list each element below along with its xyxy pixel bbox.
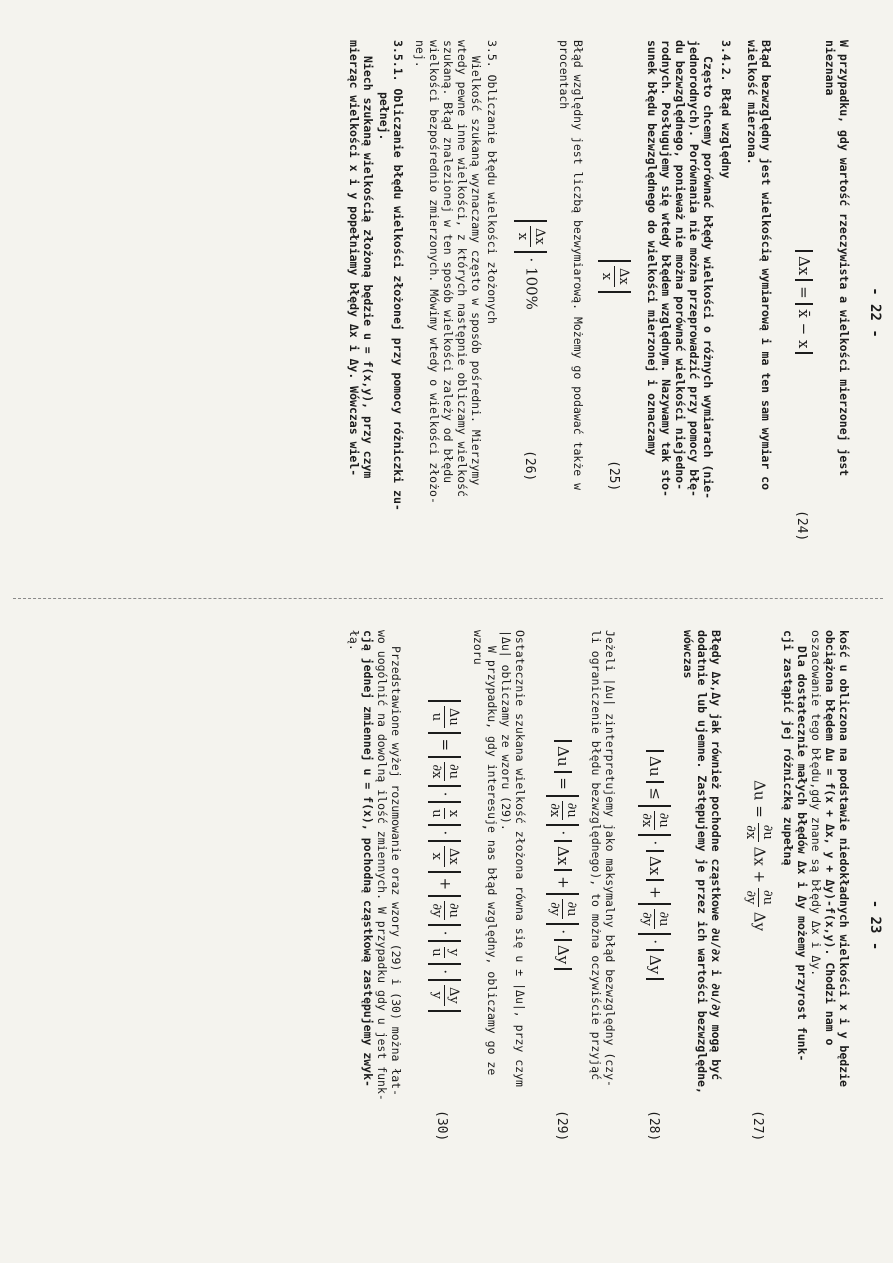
text-line: Ostatecznie szukana wielkość złożona równa się u ± |Δu|, przy czym — [513, 630, 527, 1087]
section-heading: 3.4.2. Błąd względny — [719, 40, 733, 179]
equation-number: (25) — [606, 460, 621, 492]
text-line: wzoru — [471, 630, 485, 665]
text-line: Często chcemy porównać błędy wielkości o różnych wymiarach (nie- — [701, 56, 715, 500]
text-line: wówczas — [681, 630, 695, 679]
text-line: Błąd bezwzględny jest wielkością wymiarową i ma ten sam wymiar co — [759, 40, 773, 491]
text-line: |Δu| obliczamy ze wzoru (29). — [499, 630, 513, 831]
equation-24: Δx = x̄ − x — [795, 250, 813, 354]
text-line: jednorodnych). Porównania nie można przeprowadzić przy pomocy błę- — [687, 40, 701, 497]
section-heading: 3.5.1. Obliczanie błędu wielkości złożonej przy pomocy różniczki zu- — [391, 40, 405, 511]
equation-number: (28) — [646, 1110, 661, 1142]
text-line: Błędy Δx,Δy jak również pochodne cząstkowe ∂u/∂x i ∂u/∂y mogą być — [709, 630, 723, 1081]
text-line: oszacowanie tego błędu,gdy znane są błędy Δx i Δy. — [809, 630, 823, 977]
text-line: obciążona błędem Δu = f(x + Δx, y + Δy)-f(x,y). Chodzi nam o — [823, 630, 837, 1046]
equation-number: (27) — [750, 1110, 765, 1142]
text-line: szukaną. Błąd znalezionej w ten sposób wielkości zależy od błędu — [441, 40, 455, 484]
text-line: cji zastąpić jej różniczką zupełną — [781, 630, 795, 866]
text-line: wo uogólnić na dowolną ilość zmiennych. W przypadku gdy u jest funk- — [375, 630, 389, 1101]
equation-number: (30) — [434, 1110, 449, 1142]
text-line: łą. — [347, 630, 361, 651]
text-line: kość u obliczona na podstawie niedokładnych wielkości x i y będzie — [837, 630, 851, 1087]
text-line: Dla dostatecznie małych błędów Δx i Δy możemy przyrost funk- — [795, 646, 809, 1062]
text-line: nieznana — [823, 40, 837, 96]
equation-number: (26) — [522, 450, 537, 482]
text-line: du bezwzględnego, ponieważ nie można porównać wielkości niejedno- — [673, 40, 687, 491]
text-line: Przedstawione wyżej rozumowanie oraz wzory (29) i (30) można łat- — [389, 646, 403, 1097]
text-line: wielkość mierzona. — [745, 40, 759, 165]
text-line: W przypadku, gdy interesuje nas błąd względny, obliczamy go ze — [485, 646, 499, 1076]
page-number: - 23 - — [867, 899, 883, 951]
text-line: li ograniczenie błędu bezwzględnego), to można oczywiście przyjąć — [589, 630, 603, 1081]
page-fold-line — [13, 598, 883, 599]
text-line: Wielkość szukaną wyznaczamy często w sposób pośredni. Mierzymy — [469, 56, 483, 486]
equation-25: Δx x — [598, 260, 631, 293]
page-number: - 22 - — [867, 287, 883, 338]
text-line: Błąd względny jest liczbą bezwymiarową. Możemy go podawać także w — [571, 40, 585, 491]
text-line: Jeżeli |Δu| zinterpretujemy jako maksymalny błąd bezwzględny (czy- — [603, 630, 617, 1087]
text-line: Niech szukaną wielkością złożoną będzie u = f(x,y), przy czym — [361, 56, 375, 479]
section-heading: pełnej. — [377, 92, 391, 141]
page-22 — [0, 40, 893, 585]
text-line: mierząc wielkości x i y popełniamy błędy Δx i Δy. Wówczas wiel- — [347, 40, 361, 477]
equation-30: Δu u = ∂u ∂x · x u · Δx x + ∂u ∂y · y u · Δy y — [428, 700, 461, 1012]
text-line: rodnych. Posługujemy się wtedy błędem względnym. Nazywamy tak sto- — [659, 40, 673, 497]
page-23 — [0, 630, 893, 1220]
text-line: nej. — [413, 40, 427, 68]
equation-29: Δu = ∂u ∂x · Δx + ∂u ∂y · Δy — [546, 740, 579, 970]
text-line: dodatnie lub ujemne. Zastępujemy je przez ich wartości bezwzględne, — [695, 630, 709, 1094]
equation-number: (29) — [554, 1110, 569, 1142]
equation-26: Δx x · 100% — [514, 220, 547, 310]
percent-factor: 100% — [522, 267, 541, 310]
text-line: wielkości bezpośrednio zmierzonych. Mówimy wtedy o wielkości złożo- — [427, 40, 441, 504]
text-line: cją jednej zmiennej u = f(x), pochodną cząstkową zastępujemy zwyk- — [361, 630, 375, 1087]
text-line: W przypadku, gdy wartość rzeczywista a wielkości mierzonej jest — [837, 40, 851, 477]
section-heading: 3.5. Obliczanie błędu wielkości złożonych — [485, 40, 499, 324]
text-line: wtedy pewne inne wielkości, z których następnie obliczamy wielkość — [455, 40, 469, 497]
equation-27: Δu = ∂u ∂x Δx + ∂u ∂y Δy — [743, 780, 775, 932]
text-line: procentach — [557, 40, 571, 110]
equation-number: (24) — [794, 510, 809, 542]
equation-28: Δu ≤ ∂u ∂x · Δx + ∂u ∂y · Δy — [638, 750, 671, 980]
text-line: sunek błędu bezwzględnego do wielkości mierzonej i oznaczamy — [645, 40, 659, 456]
